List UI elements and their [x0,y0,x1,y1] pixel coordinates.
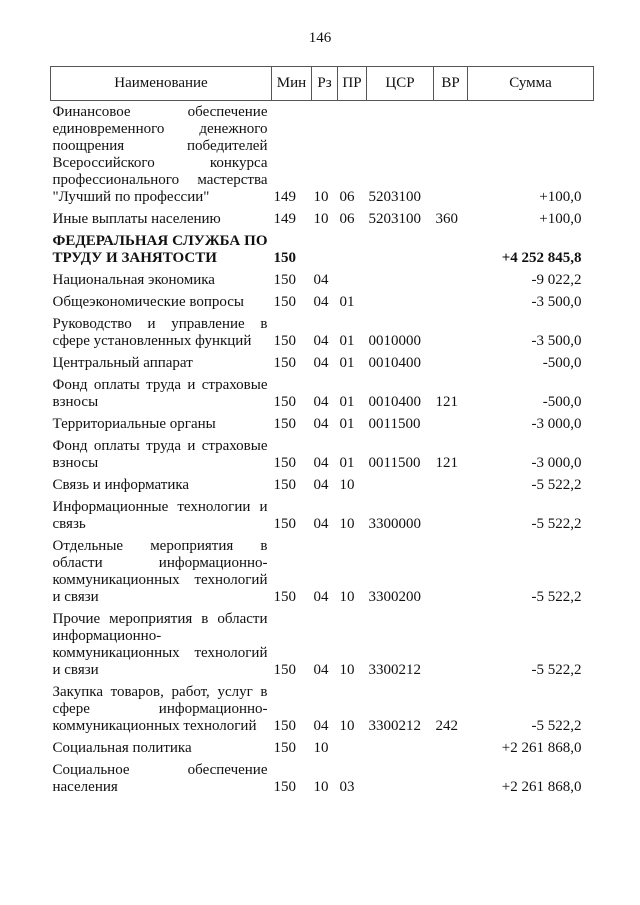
cell-sum: +100,0 [539,189,582,205]
cell-vr [434,289,468,311]
cell-min: 150 [273,272,296,288]
cell-vr [434,472,468,494]
header-name: Наименование [51,67,272,101]
cell-vr [434,311,468,350]
cell-sum: -3 000,0 [531,455,582,471]
cell-vr: 121 [435,455,458,471]
cell-sum: -5 522,2 [531,516,582,532]
table-row [51,533,594,606]
header-rz: Рз [312,67,338,101]
cell-pr [338,735,367,757]
page-number: 146 [308,30,332,46]
cell-rz: 04 [313,516,329,532]
cell-min: 150 [273,779,296,795]
cell-name-line: единовременного денежного [52,121,268,137]
cell-pr: 01 [339,416,355,432]
cell-sum: +2 261 868,0 [501,779,582,795]
cell-pr: 01 [339,394,355,410]
cell-name [51,533,272,606]
cell-name-line: коммуникационных технологий [52,572,268,588]
table-row [51,679,594,735]
cell-name-line: сфере информационно- [52,701,268,717]
cell-sum: -9 022,2 [531,272,582,288]
cell-csr: 5203100 [368,211,421,227]
cell-name [51,289,272,311]
cell-name-line: и связи [52,662,99,678]
cell-csr [367,289,434,311]
cell-min: 150 [273,477,296,493]
cell-pr [338,267,367,289]
table-body [51,101,594,797]
cell-sum: -5 522,2 [531,477,582,493]
cell-min: 150 [273,333,296,349]
cell-name [51,311,272,350]
cell-name-line: ТРУДУ И ЗАНЯТОСТИ [52,250,217,266]
cell-rz: 10 [313,211,329,227]
cell-vr [434,533,468,606]
cell-vr [434,350,468,372]
table-row [51,311,594,350]
cell-name-line: Финансовое обеспечение [52,104,268,120]
cell-name [51,267,272,289]
cell-name [51,757,272,796]
cell-min: 149 [273,189,296,205]
cell-name-line: Всероссийского конкурса [52,155,268,171]
cell-csr: 0010000 [368,333,421,349]
cell-rz: 04 [313,662,329,678]
cell-pr: 01 [339,355,355,371]
cell-pr: 06 [339,189,355,205]
cell-rz: 10 [313,740,329,756]
cell-pr: 10 [339,662,355,678]
cell-vr [434,757,468,796]
cell-rz: 04 [313,394,329,410]
cell-name-line: Связь и информатика [52,477,190,493]
cell-vr [434,228,468,267]
cell-sum: -500,0 [542,394,582,410]
cell-vr [434,494,468,533]
cell-name-line: Информационные технологии и [52,499,268,515]
cell-name [51,606,272,679]
cell-csr: 3300212 [368,662,421,678]
table-row [51,350,594,372]
cell-pr: 06 [339,211,355,227]
cell-name-line: Руководство и управление в [52,316,268,332]
table-row [51,606,594,679]
cell-csr: 3300000 [368,516,421,532]
cell-min: 149 [273,211,296,227]
cell-name [51,494,272,533]
cell-name-line: поощрения победителей [52,138,268,154]
cell-pr: 03 [339,779,355,795]
table-row [51,228,594,267]
table-row [51,433,594,472]
cell-name [51,101,272,207]
cell-name-line: Отдельные мероприятия в [52,538,268,554]
cell-sum: -3 000,0 [531,416,582,432]
cell-sum: +100,0 [539,211,582,227]
cell-name-line: ФЕДЕРАЛЬНАЯ СЛУЖБА ПО [52,233,268,249]
cell-pr [338,228,367,267]
cell-name-line: "Лучший по профессии" [52,189,210,205]
cell-name-line: профессионального мастерства [52,172,268,188]
cell-name [51,228,272,267]
cell-name [51,472,272,494]
cell-name [51,433,272,472]
cell-rz [312,228,338,267]
table-row [51,372,594,411]
cell-rz: 04 [313,272,329,288]
cell-pr: 01 [339,455,355,471]
cell-name [51,372,272,411]
cell-pr: 01 [339,333,355,349]
cell-name-line: Социальное обеспечение [52,762,268,778]
cell-rz: 04 [313,718,329,734]
cell-rz: 10 [313,189,329,205]
cell-name [51,350,272,372]
cell-sum: -5 522,2 [531,662,582,678]
cell-name-line: Иные выплаты населению [52,211,221,227]
header-min: Мин [272,67,312,101]
cell-csr: 0010400 [368,394,421,410]
cell-csr: 5203100 [368,189,421,205]
cell-sum: -5 522,2 [531,589,582,605]
cell-name-line: Территориальные органы [52,416,216,432]
cell-pr: 10 [339,477,355,493]
cell-pr: 10 [339,589,355,605]
cell-vr: 121 [435,394,458,410]
cell-name-line: и связи [52,589,99,605]
cell-name-line: связь [52,516,86,532]
cell-sum: -500,0 [542,355,582,371]
cell-min: 150 [273,589,296,605]
table-row [51,101,594,207]
cell-min: 150 [273,516,296,532]
table-row [51,267,594,289]
table-row [51,494,594,533]
cell-csr [367,228,434,267]
cell-vr [434,101,468,207]
table-row [51,735,594,757]
cell-sum: -3 500,0 [531,333,582,349]
table-row [51,472,594,494]
cell-name-line: коммуникационных технологий [52,645,268,661]
cell-name [51,679,272,735]
cell-vr [434,606,468,679]
cell-name-line: Прочие мероприятия в области [52,611,268,627]
cell-min: 150 [273,355,296,371]
cell-csr: 0010400 [368,355,421,371]
table-row [51,411,594,433]
table-row [51,289,594,311]
cell-name-line: Закупка товаров, работ, услуг в [52,684,268,700]
cell-csr [367,472,434,494]
cell-name-line: населения [52,779,118,795]
cell-name [51,735,272,757]
cell-name-line: информационно- [52,628,162,644]
cell-vr: 242 [435,718,458,734]
cell-rz: 04 [313,477,329,493]
cell-vr [434,735,468,757]
cell-sum: +4 252 845,8 [501,250,582,266]
cell-csr [367,267,434,289]
cell-min: 150 [273,662,296,678]
cell-rz: 04 [313,333,329,349]
table-header [51,67,594,101]
cell-sum: +2 261 868,0 [501,740,582,756]
header-vr: ВР [434,67,468,101]
cell-name [51,206,272,228]
cell-name-line: взносы [52,455,99,471]
cell-min: 150 [273,294,296,310]
cell-name-line: Национальная экономика [52,272,215,288]
table-row [51,206,594,228]
table-row [51,757,594,796]
cell-rz: 04 [313,416,329,432]
cell-name-line: коммуникационных технологий [52,718,257,734]
cell-name-line: Фонд оплаты труда и страховые [52,438,268,454]
cell-name-line: Центральный аппарат [52,355,193,371]
header-pr: ПР [338,67,367,101]
header-sum: Сумма [468,67,594,101]
cell-csr: 3300212 [368,718,421,734]
cell-min: 150 [273,416,296,432]
cell-min: 150 [273,718,296,734]
budget-table [50,66,594,796]
cell-rz: 04 [313,355,329,371]
cell-vr [434,267,468,289]
cell-min: 150 [273,394,296,410]
header-csr: ЦСР [367,67,434,101]
cell-csr: 3300200 [368,589,421,605]
cell-pr: 10 [339,718,355,734]
cell-rz: 04 [313,294,329,310]
cell-rz: 04 [313,455,329,471]
cell-rz: 04 [313,589,329,605]
cell-name-line: Фонд оплаты труда и страховые [52,377,268,393]
cell-sum: -3 500,0 [531,294,582,310]
cell-csr: 0011500 [368,455,421,471]
cell-csr: 0011500 [368,416,421,432]
cell-name-line: Социальная политика [52,740,192,756]
cell-name-line: сфере установленных функций [52,333,252,349]
cell-vr [434,411,468,433]
cell-name-line: Общеэкономические вопросы [52,294,244,310]
cell-vr: 360 [435,211,458,227]
cell-min: 150 [273,455,296,471]
cell-name-line: взносы [52,394,99,410]
cell-csr [367,735,434,757]
cell-pr: 10 [339,516,355,532]
cell-name [51,411,272,433]
cell-rz: 10 [313,779,329,795]
cell-min: 150 [273,740,296,756]
cell-sum: -5 522,2 [531,718,582,734]
cell-pr: 01 [339,294,355,310]
cell-name-line: области информационно- [52,555,268,571]
cell-csr [367,757,434,796]
cell-min: 150 [273,250,296,266]
